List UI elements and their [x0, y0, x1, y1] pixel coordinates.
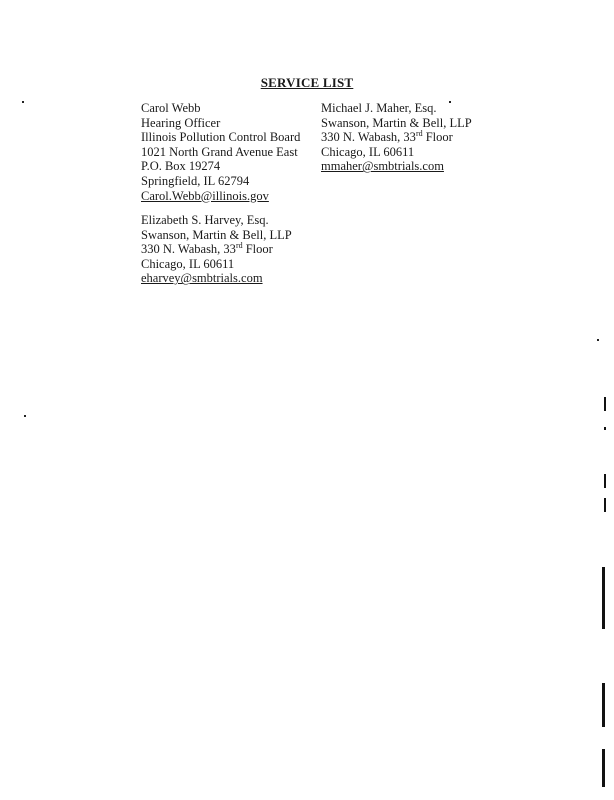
street-ordinal: rd	[235, 241, 243, 251]
contact-city: Chicago, IL 60611	[141, 256, 235, 271]
contact-email-link[interactable]: Carol.Webb@illinois.gov	[141, 188, 269, 203]
street-text: 330 N. Wabash, 33	[141, 242, 236, 257]
scan-speck	[22, 101, 24, 103]
scan-edge-mark	[604, 397, 606, 411]
street-ordinal: rd	[415, 129, 423, 139]
scan-edge-mark	[602, 567, 605, 629]
contact-firm: Swanson, Martin & Bell, LLP	[141, 227, 292, 242]
scan-edge-mark	[604, 427, 606, 430]
scan-speck	[597, 339, 599, 341]
street-floor: Floor	[242, 242, 273, 257]
contact-street	[141, 242, 292, 257]
contact-organization: Illinois Pollution Control Board	[141, 130, 301, 145]
contact-card-elizabeth-harvey	[141, 213, 292, 286]
contact-name: Carol Webb	[141, 101, 201, 115]
scan-speck	[449, 101, 451, 103]
contact-street: 1021 North Grand Avenue East	[141, 144, 298, 159]
contact-email-link[interactable]: mmaher@smbtrials.com	[321, 159, 444, 174]
scan-edge-mark	[602, 683, 605, 727]
contact-card-michael-maher	[321, 101, 472, 174]
contact-name: Elizabeth S. Harvey, Esq.	[141, 213, 269, 227]
contact-title: Hearing Officer	[141, 115, 221, 130]
scan-edge-mark	[604, 498, 606, 512]
contact-street	[321, 130, 472, 145]
contact-card-carol-webb	[141, 101, 300, 203]
contact-po-box: P.O. Box 19274	[141, 159, 221, 174]
contact-city: Springfield, IL 62794	[141, 173, 250, 188]
contact-city: Chicago, IL 60611	[321, 144, 415, 159]
street-text: 330 N. Wabash, 33	[321, 130, 416, 145]
contact-email-link[interactable]: eharvey@smbtrials.com	[141, 271, 263, 286]
scan-edge-mark	[604, 474, 606, 488]
page-title: SERVICE LIST	[260, 75, 354, 90]
contact-name: Michael J. Maher, Esq.	[321, 101, 437, 115]
street-floor: Floor	[422, 130, 453, 145]
contact-firm: Swanson, Martin & Bell, LLP	[321, 115, 472, 130]
scan-edge-mark	[602, 749, 605, 787]
scan-speck	[24, 415, 26, 417]
